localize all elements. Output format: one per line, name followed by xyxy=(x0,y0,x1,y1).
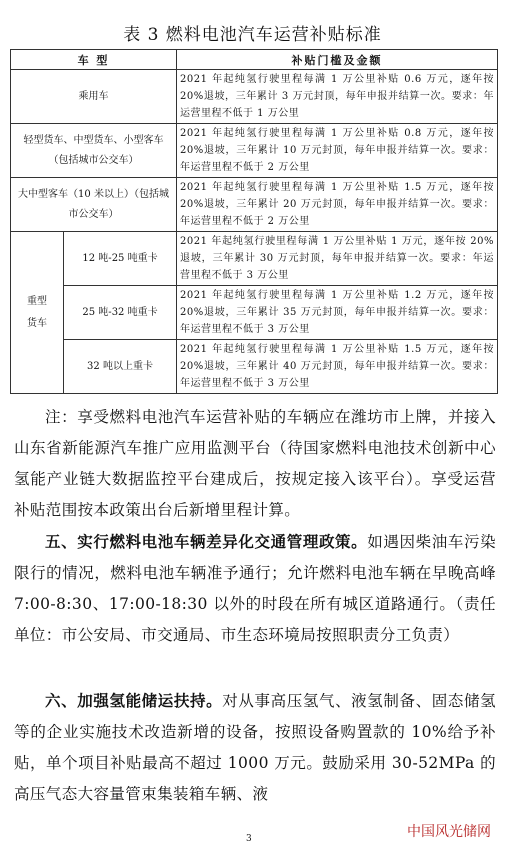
subsidy-standard-cell: 2021 年起纯氢行驶里程每满 1 万公里补贴 1.5 万元，逐年按 20%退坡，三年累计 40 万元封顶，每年申报并结算一次。要求：年运营里程不低于 3 万公里 xyxy=(177,340,498,394)
section-five-body: 如遇因柴油车污染限行的情况，燃料电池车辆准予通行；允许燃料电池车辆在早晚高峰 7:00-8:30、17:00-18:30 以外的时段在所有城区道路通行。（责任单位：市公安局、市交通局、市生态环境局按照职责分工负责） xyxy=(14,533,496,644)
subsidy-standard-cell: 2021 年起纯氢行驶里程每满 1 万公里补贴 1.2 万元，逐年按 20%退坡，三年累计 35 万元封顶，每年申报并结算一次。要求：年运营里程不低于 3 万公里 xyxy=(177,286,498,340)
table-row xyxy=(11,340,498,394)
table-row xyxy=(11,232,498,286)
table-header-row xyxy=(11,50,498,70)
header-subsidy: 补贴门槛及金额 xyxy=(177,50,498,70)
section-six-body: 对从事高压氢气、液氢制备、固态储氢等的企业实施技术改造新增的设备，按照设备购置款的 10%给予补贴，单个项目补贴最高不超过 1000 万元。鼓励采用 30-52MPa 的高压气态大容量管束集装箱车辆、液 xyxy=(14,692,496,803)
vehicle-subtype-cell: 25 吨-32 吨重卡 xyxy=(64,286,177,340)
page-number: 3 xyxy=(246,834,252,844)
section-five-heading: 五、实行燃料电池车辆差异化交通管理政策。 xyxy=(45,533,368,551)
table-row xyxy=(11,124,498,178)
section-five xyxy=(14,527,496,651)
header-vehicle-type: 车 型 xyxy=(11,50,177,70)
heavy-truck-label: 重型货车 xyxy=(27,295,47,329)
subsidy-standard-cell: 2021 年起纯氢行驶里程每满 1 万公里补贴 0.6 万元，逐年按 20%退坡，三年累计 3 万元封顶，每年申报并结算一次。要求：年运营里程不低于 1 万公里 xyxy=(177,70,498,124)
table-row xyxy=(11,70,498,124)
subsidy-standard-cell: 2021 年起纯氢行驶里程每满 1 万公里补贴 0.8 万元，逐年按 20%退坡，三年累计 10 万元封顶，每年申报并结算一次。要求：年运营里程不低于 2 万公里 xyxy=(177,124,498,178)
vehicle-subtype-cell: 32 吨以上重卡 xyxy=(64,340,177,394)
table-title: 表 3 燃料电池汽车运营补贴标准 xyxy=(123,25,382,45)
subsidy-standard-cell: 2021 年起纯氢行驶里程每满 1 万公里补贴 1.5 万元，逐年按 20%退坡，三年累计 20 万元封顶，每年申报并结算一次。要求：年运营里程不低于 2 万公里 xyxy=(177,178,498,232)
subsidy-standard-cell: 2021 年起纯氢行驶里程每满 1 万公里补贴 1 万元，逐年按 20%退坡，三年累计 30 万元封顶，每年申报并结算一次。要求：年运营里程不低于 3 万公里 xyxy=(177,232,498,286)
section-six-heading: 六、加强氢能储运扶持。 xyxy=(45,692,223,710)
table-note: 注：享受燃料电池汽车运营补贴的车辆应在潍坊市上牌，并接入山东省新能源汽车推广应用监测平台（待国家燃料电池技术创新中心氢能产业链大数据监控平台建成后，按规定接入该平台）。享受运营补贴范围按本政策出台后新增里程计算。 xyxy=(14,408,496,519)
vehicle-subtype-cell: 12 吨-25 吨重卡 xyxy=(64,232,177,286)
table-row xyxy=(11,286,498,340)
subsidy-table xyxy=(10,49,498,394)
heavy-truck-group-cell xyxy=(11,232,64,394)
watermark: 中国风光储网 xyxy=(407,824,491,840)
vehicle-type-cell: 大中型客车（10 米以上）（包括城市公交车） xyxy=(11,178,177,232)
vehicle-type-cell: 轻型货车、中型货车、小型客车（包括城市公交车） xyxy=(11,124,177,178)
table-row xyxy=(11,178,498,232)
vehicle-type-cell: 乘用车 xyxy=(11,70,177,124)
section-six xyxy=(14,686,496,810)
